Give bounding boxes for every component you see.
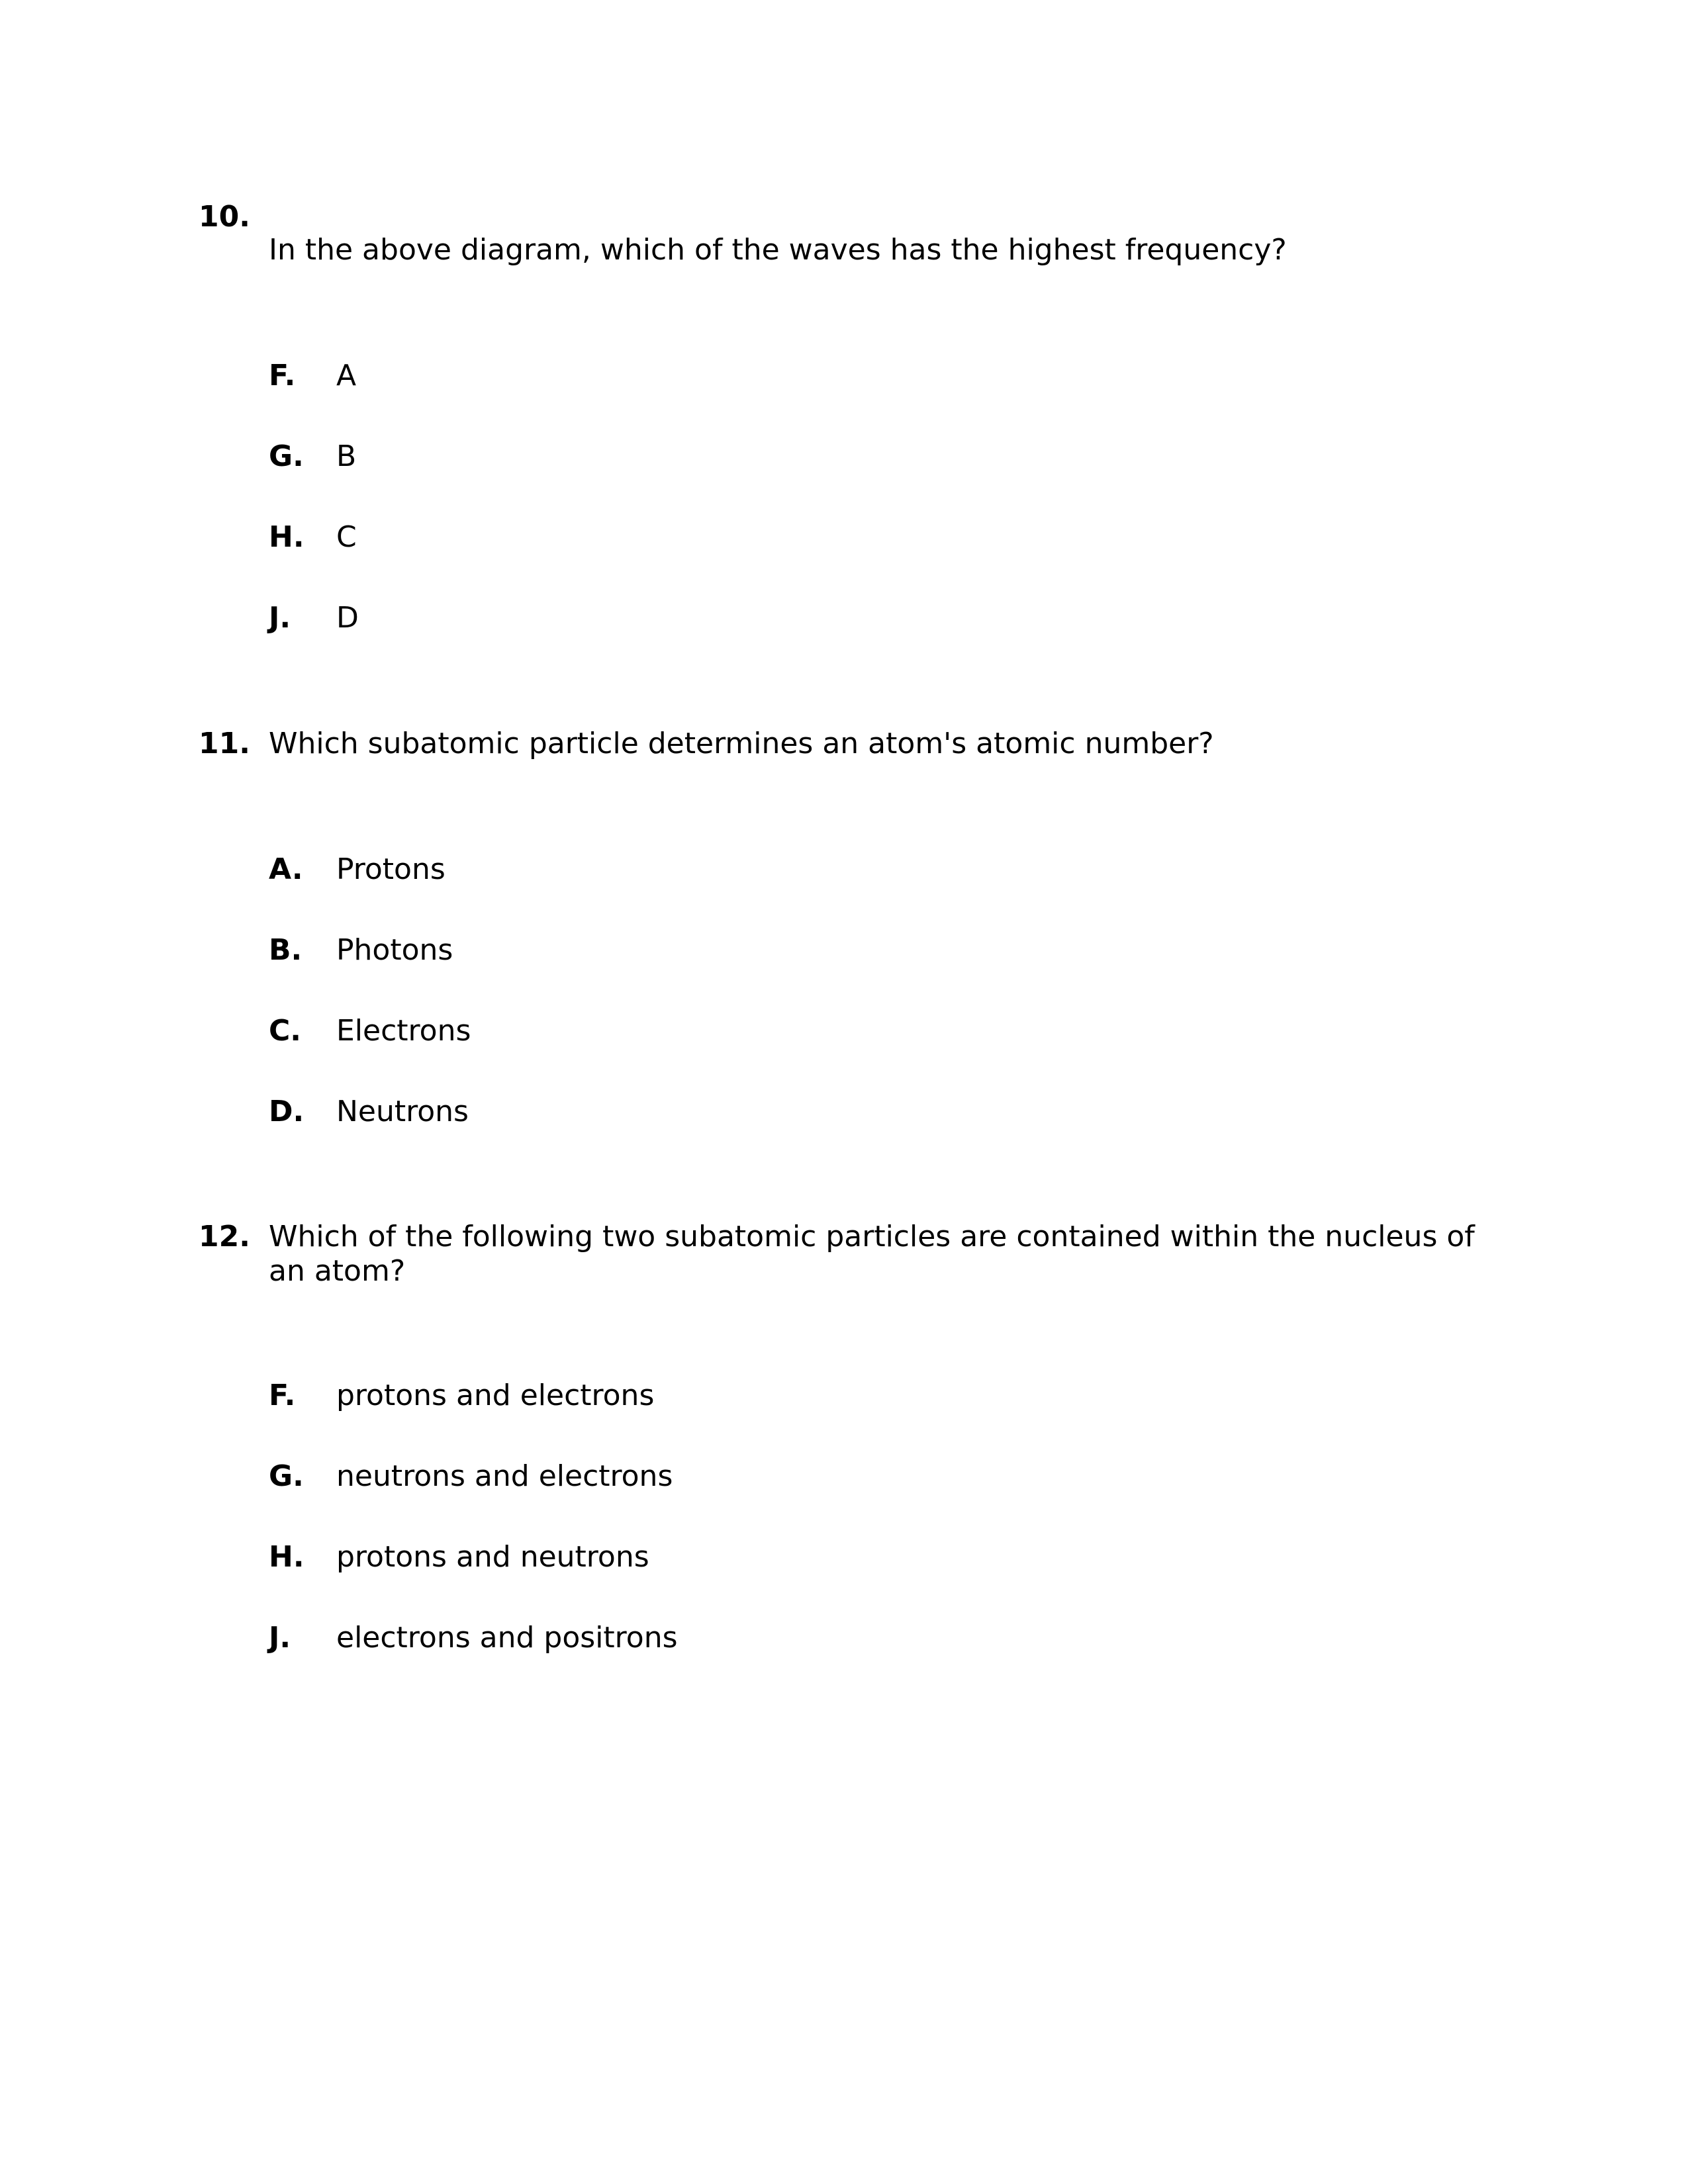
option-letter: H. [269, 1540, 305, 1574]
option-letter: D. [269, 1095, 305, 1128]
option-letter: A. [269, 852, 303, 886]
option-text: Protons [336, 852, 445, 886]
option-text: A [336, 359, 357, 392]
question-number: 12. [199, 1220, 250, 1253]
option-text: neutrons and electrons [336, 1459, 673, 1493]
option-text: electrons and positrons [336, 1621, 678, 1655]
option-letter: G. [269, 439, 304, 473]
option-text: D [336, 601, 359, 635]
option-text: B [336, 439, 357, 473]
option-letter: B. [269, 933, 303, 967]
option-text: protons and neutrons [336, 1540, 649, 1574]
question-text: Which of the following two subatomic particles are contained within the nucleus of an atom? [269, 1220, 1475, 1288]
option-letter: F. [269, 1379, 296, 1412]
option-letter: F. [269, 359, 296, 392]
option-letter: C. [269, 1014, 302, 1048]
option-letter: H. [269, 520, 305, 554]
question-number: 11. [199, 727, 250, 760]
option-letter: G. [269, 1459, 304, 1493]
option-text: Electrons [336, 1014, 471, 1048]
option-text: Photons [336, 933, 453, 967]
question-number: 10. [199, 200, 250, 234]
question-text: Which subatomic particle determines an atom's atomic number? [269, 727, 1214, 760]
option-text: protons and electrons [336, 1379, 655, 1412]
option-letter: J. [269, 601, 291, 635]
option-text: Neutrons [336, 1095, 469, 1128]
option-letter: J. [269, 1621, 291, 1655]
option-text: C [336, 520, 357, 554]
question-text: In the above diagram, which of the waves has the highest frequency? [269, 233, 1287, 267]
